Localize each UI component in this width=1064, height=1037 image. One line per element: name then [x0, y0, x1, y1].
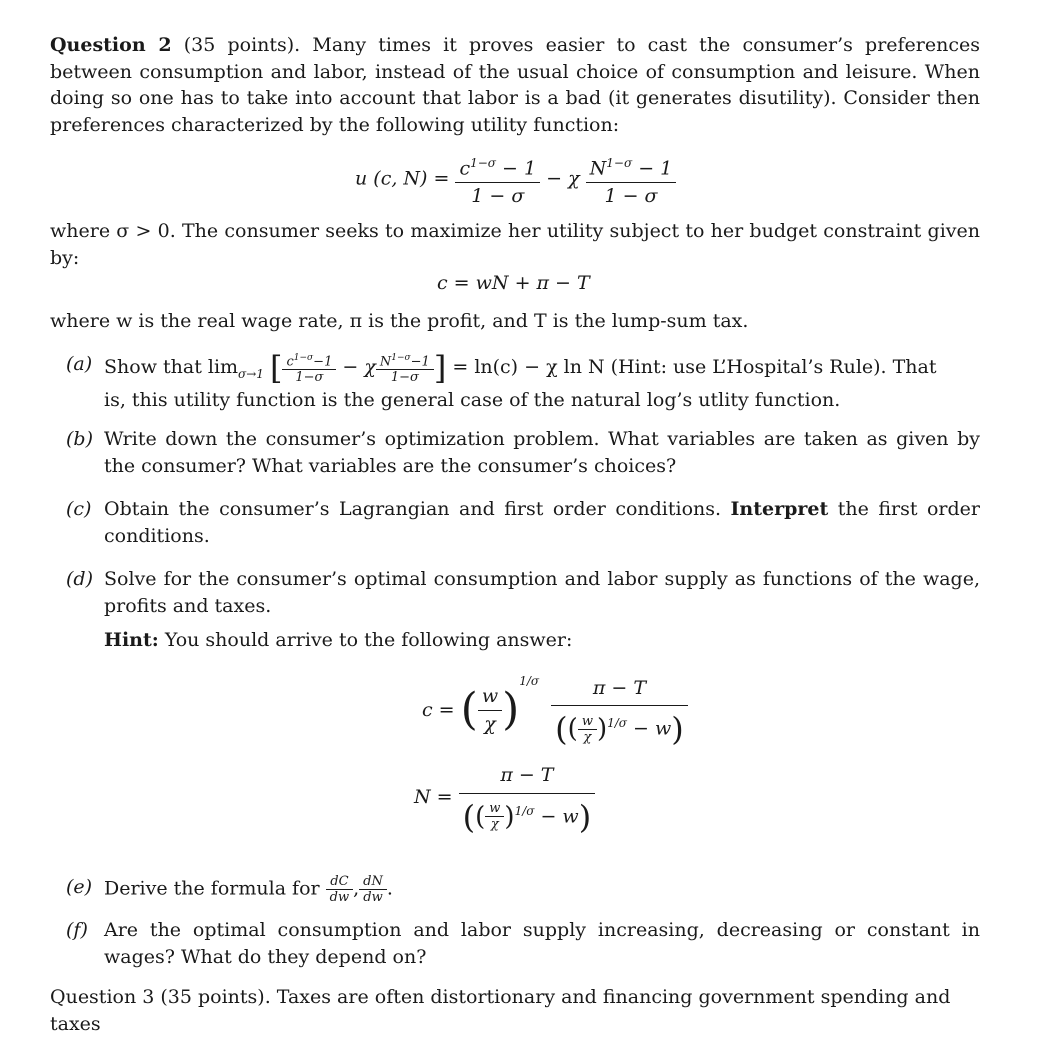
part-a-show: Show that lim: [104, 356, 239, 379]
part-e: (e) Derive the formula for $\frac{dC}{dw}$ , $\frac{dN}{dw}$ .: [66, 874, 393, 905]
part-c: [66, 496, 980, 549]
part-d-text: Solve for the consumer’s optimal consumption and labor supply as functions of the wage, profits and taxes.: [104, 568, 980, 617]
utility-equation: u (c, N) = $\frac{c^{1-\sigma} - 1}{1 - \sigma}$ − χ $\frac{N^{1-\sigma} - 1}{1 - \sigma}$: [355, 150, 676, 209]
consumption-formula: c = ( $\frac{w}{\chi}$ )$^{1/\sigma}$ π − T (( $\frac{w}{\chi}$ )$^{1/\sigma}$ − w): [422, 668, 688, 745]
intro-text: Many times it proves easier to cast the consumer’s preferences between consumption and labor, instead of the usual choice of consumption and leisure. When doing so one has to take into account that labor is a bad (it generates disutility). Consider then preferences characterized by the following utility function:: [50, 34, 980, 136]
budget-constraint: c = wN + π − T: [437, 272, 590, 294]
part-d-hint-text: You should arrive to the following answer:: [164, 629, 573, 651]
labor-formula: N = π − T (( $\frac{w}{\chi}$ )$^{1/\sigma}$ − w): [414, 762, 595, 832]
part-d-hint-label: Hint:: [104, 629, 159, 651]
part-f-label: (f): [66, 919, 88, 941]
part-a-limit-sub: σ→1: [238, 366, 264, 381]
question-intro: [50, 32, 980, 138]
question-label: Question 2: [50, 34, 172, 56]
utility-frac-n: $\frac{N^{1-\sigma} - 1}{1 - \sigma}$: [586, 150, 677, 209]
part-b-label: (b): [66, 428, 93, 450]
part-a-text2: is, this utility function is the general case of the natural log’s utlity function.: [104, 389, 841, 412]
part-a-rhs: = ln(c) − χ ln N (Hint: use L’Hospital’s Rule). That: [452, 356, 937, 379]
part-d: [66, 566, 980, 654]
part-e-label: (e): [66, 876, 93, 898]
part-a: (a) Show that $\lim_{\sigma\to 1}$ [ $\frac{c^{1-\sigma}-1}{1-\sigma}$ − χ $\frac{N^{1-\sigma}-1}{1-\sigma}$ ] = ln(c) − χ ln N (Hint: use L’Hospital’s Rule). That is, this utility function is the general case of the natural log’s utlity function.: [66, 351, 980, 414]
part-b-text: Write down the consumer’s optimization problem. What variables are taken as given by the consumer? What variables are the consumer’s choices?: [104, 428, 980, 477]
next-question-text: Question 3 (35 points). Taxes are often distortionary and financing government spending and taxes: [50, 986, 951, 1035]
question-points: (35 points).: [183, 34, 301, 56]
part-b: [66, 426, 980, 479]
part-f-text: Are the optimal consumption and labor supply increasing, decreasing or constant in wages? What do they depend on?: [104, 919, 980, 968]
part-e-text: Derive the formula for: [104, 877, 320, 900]
next-question-cutoff: [50, 974, 980, 1035]
where-w-text: where w is the real wage rate, π is the profit, and T is the lump-sum tax.: [50, 310, 749, 332]
part-d-label: (d): [66, 568, 93, 590]
utility-frac-c: $\frac{c^{1-\sigma} - 1}{1 - \sigma}$: [455, 150, 540, 209]
part-c-pre: Obtain the consumer’s Lagrangian and first order conditions.: [104, 498, 722, 520]
part-a-label: (a): [66, 353, 93, 375]
part-c-label: (c): [66, 498, 92, 520]
where-sigma-text: where σ > 0. The consumer seeks to maximize her utility subject to her budget constraint given by:: [50, 220, 980, 269]
part-c-post: the first order conditions.: [104, 498, 980, 547]
part-f: [66, 917, 980, 970]
part-c-bold: Interpret: [730, 498, 829, 520]
